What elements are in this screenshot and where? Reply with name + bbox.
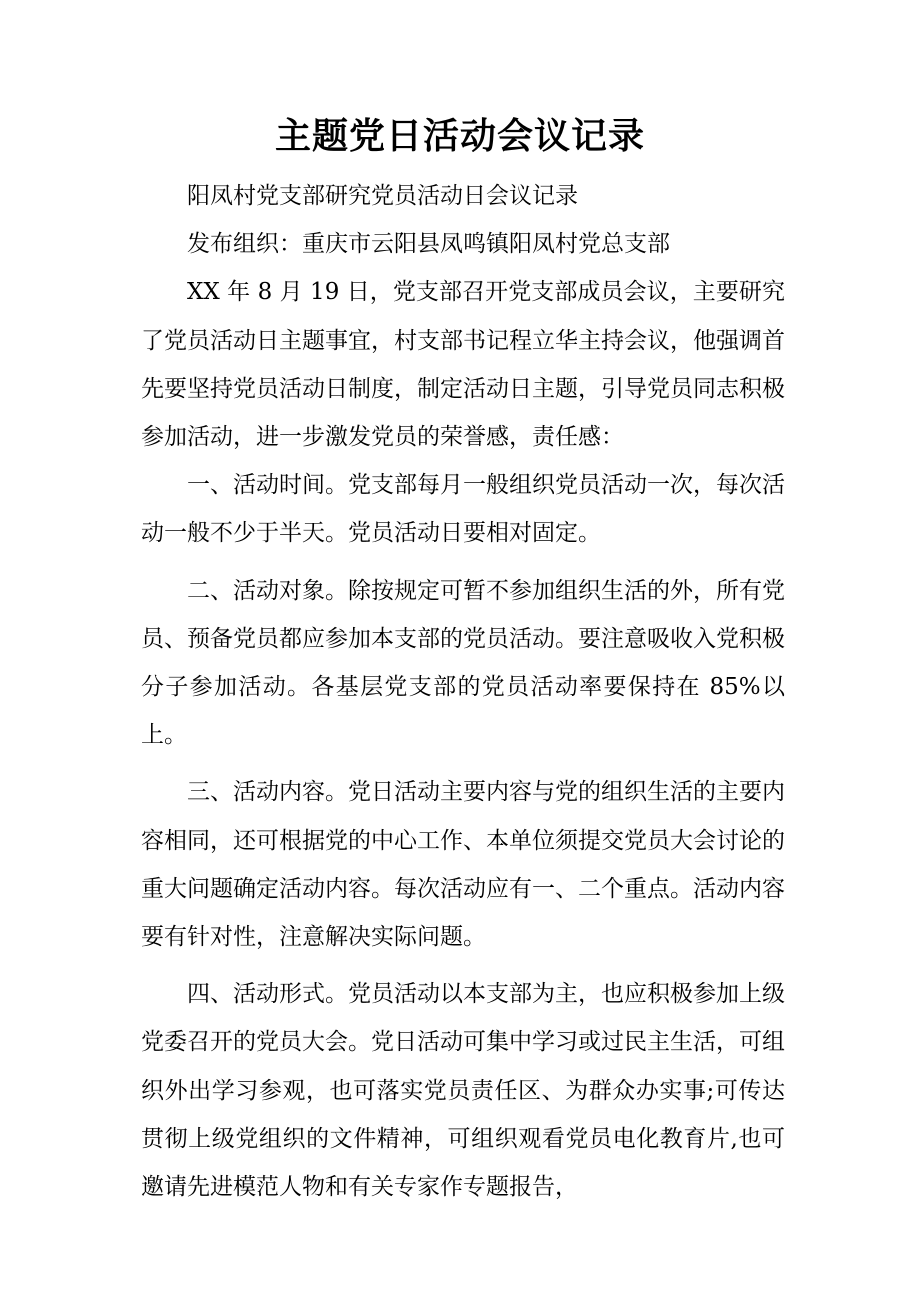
paragraph-activity-content: 三、活动内容。党日活动主要内容与党的组织生活的主要内容相同，还可根据党的中心工作、本单位须提交党员大会讨论的重大问题确定活动内容。每次活动应有一、二个重点。活动内容要有针对性，注意解决实际问题。 [141,779,785,951]
paragraph-activity-target: 二、活动对象。除按规定可暂不参加组织生活的外，所有党员、预备党员都应参加本支部的党员活动。要注意吸收入党积极分子参加活动。各基层党支部的党员活动率要保持在 85%以上。 [141,577,785,749]
paragraph-activity-time: 一、活动时间。党支部每月一般组织党员活动一次，每次活动一般不少于半天。党员活动日要相对固定。 [141,472,785,547]
paragraph-publisher: 发布组织：重庆市云阳县凤鸣镇阳凤村党总支部 [187,231,670,258]
document-body [141,172,785,1211]
document-title: 主题党日活动会议记录 [274,115,645,157]
paragraph-meeting-intro: XX 年 8 月 19 日，党支部召开党支部成员会议，主要研究了党员活动日主题事宜，村支部书记程立华主持会议，他强调首先要坚持党员活动日制度，制定活动日主题，引导党员同志积极参加活动，进一步激发党员的荣誉感，责任感： [141,279,785,451]
paragraph-activity-form: 四、活动形式。党员活动以本支部为主，也应积极参加上级党委召开的党员大会。党日活动可集中学习或过民主生活，可组织外出学习参观，也可落实党员责任区、为群众办实事;可传达贯彻上级党组织的文件精神，可组织观看党员电化教育片,也可邀请先进模范人物和有关专家作专题报告， [141,981,785,1201]
paragraph-heading: 阳凤村党支部研究党员活动日会议记录 [187,183,578,209]
